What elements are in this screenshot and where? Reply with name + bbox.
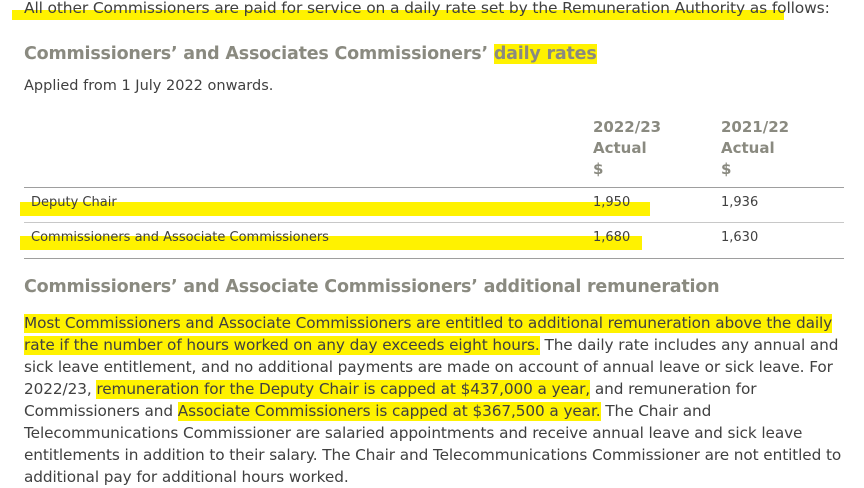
highlighted-text: remuneration for the Deputy Chair is capped at $437,000 a year, <box>96 380 591 398</box>
table-rule-middle <box>24 222 844 223</box>
highlighted-text: Associate Commissioners is capped at $367,500 a year. <box>177 402 601 420</box>
column-year: 2021/22 <box>721 118 790 136</box>
column-type: Actual <box>593 139 647 157</box>
paragraph-text: The daily rate includes any annual and sick leave entitlement, and no additional payments are made on account of annual leave or sick leave. For 2022/23, <box>24 336 839 398</box>
column-header-2021-22 <box>721 117 789 180</box>
column-header-2022-23 <box>593 117 661 180</box>
table-cell-2021-22: 1,630 <box>721 230 759 245</box>
heading-additional-remuneration: Commissioners’ and Associate Commissioners’ additional remuneration <box>24 277 720 297</box>
heading-daily-rates-highlight: daily rates <box>493 44 597 64</box>
applied-note: Applied from 1 July 2022 onwards. <box>24 78 274 94</box>
heading-daily-rates <box>24 44 597 64</box>
paragraph-text: The Chair and Telecommunications Commissioner are salaried appointments and receive annual leave and sick leave entitlements in addition to their salary. The Chair and Telecommunications Commissioner are not entitled to additional pay for additional hours worked. <box>24 402 842 486</box>
table-row-label: Commissioners and Associate Commissioners <box>31 230 329 245</box>
table-cell-2022-23: 1,680 <box>593 230 631 245</box>
column-year: 2022/23 <box>593 118 662 136</box>
heading-daily-rates-text: Commissioners’ and Associates Commissioners’ <box>24 44 494 64</box>
table-cell-2022-23: 1,950 <box>593 195 631 210</box>
table-row-label: Deputy Chair <box>31 195 117 210</box>
column-unit: $ <box>593 160 604 178</box>
highlighted-text: Most Commissioners and Associate Commissioners are entitled to additional remuneration above the daily rate if the number of hours worked on any day exceeds eight hours. <box>24 314 833 354</box>
table-rule-bottom <box>24 258 844 259</box>
paragraph-text: and remuneration for Commissioners and <box>24 380 757 420</box>
column-type: Actual <box>721 139 775 157</box>
table-cell-2021-22: 1,936 <box>721 195 759 210</box>
table-rule-top <box>24 187 844 188</box>
column-unit: $ <box>721 160 732 178</box>
intro-text: All other Commissioners are paid for service on a daily rate set by the Remuneration Authority as follows: <box>24 0 830 17</box>
remuneration-paragraph <box>24 312 854 488</box>
